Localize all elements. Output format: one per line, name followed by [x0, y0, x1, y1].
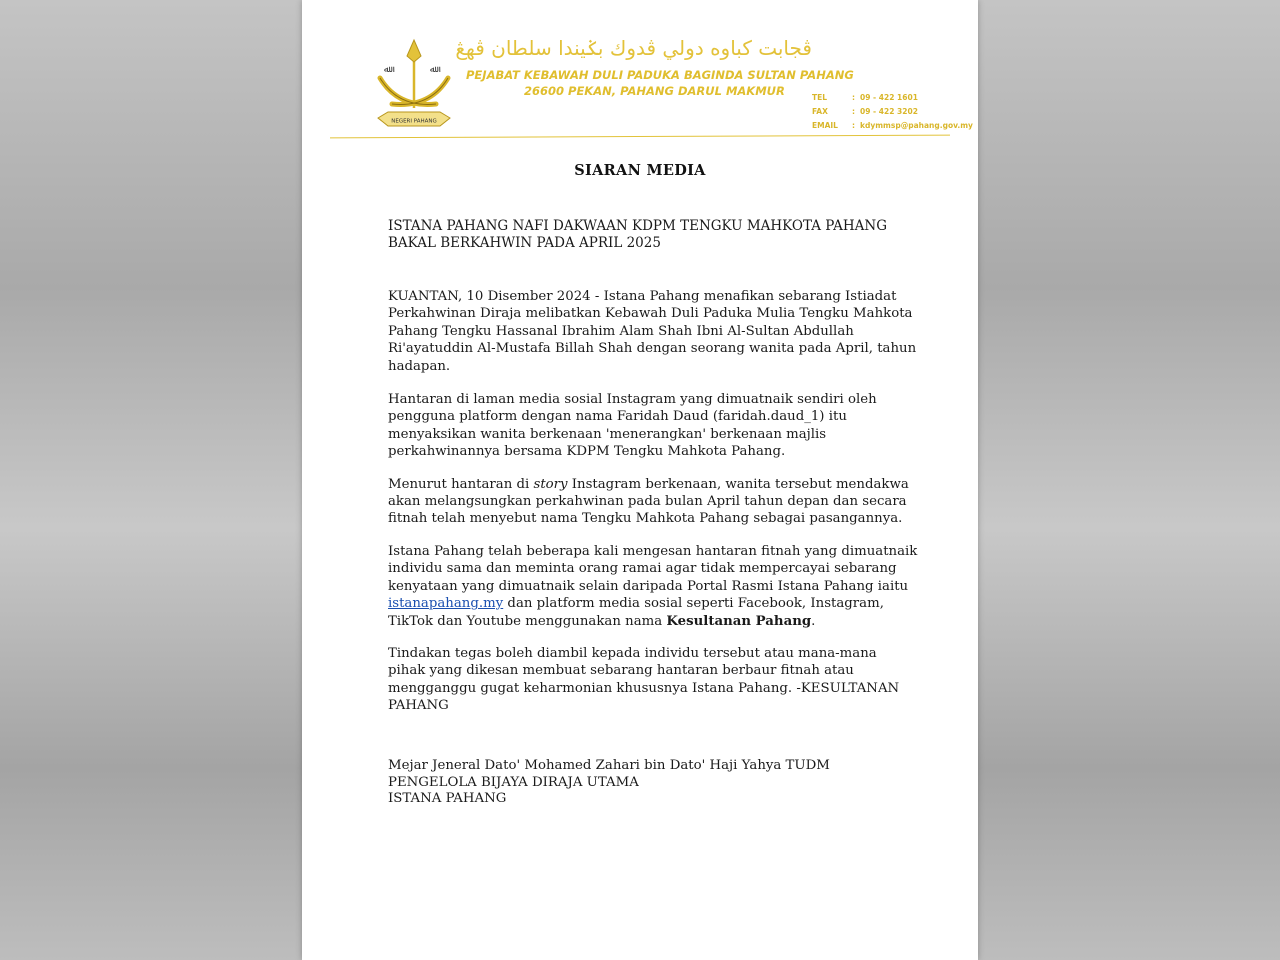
document-headline [388, 218, 908, 252]
svg-text:ﷲ: ﷲ [430, 65, 436, 75]
headline-line-1: ISTANA PAHANG NAFI DAKWAAN KDPM TENGKU MAHKOTA PAHANG [388, 218, 887, 234]
story-emphasis: story [533, 476, 568, 492]
contact-tel: TEL : 09 - 422 1601 [812, 92, 918, 102]
signatory-position: PENGELOLA BIJAYA DIRAJA UTAMA [388, 774, 639, 790]
portal-link[interactable]: istanapahang.my [388, 596, 504, 612]
paragraph-3: Menurut hantaran di story Instagram berkenaan, wanita tersebut mendakwa akan melangsungkan perkahwinan pada bulan April tahun depan dan secara fitnah telah menyebut nama Tengku Mahkota Pahang sebagai pasangannya. [388, 476, 909, 527]
paragraph-4: Istana Pahang telah beberapa kali mengesan hantaran fitnah yang dimuatnaik individu sama dan meminta orang ramai agar tidak mempercayai sebarang kenyataan yang dimuatnaik selain daripada Portal Rasmi Istana Pahang iaitu istanapahang.my dan platform media sosial seperti Facebook, Instagram, TikTok dan Youtube menggunakan nama Kesultanan Pahang. [388, 543, 918, 629]
headline-line-2: BAKAL BERKAHWIN PADA APRIL 2025 [388, 235, 661, 251]
signatory-name: Mejar Jeneral Dato' Mohamed Zahari bin Dato' Haji Yahya TUDM [388, 758, 830, 773]
pahang-crest-icon [374, 38, 454, 132]
signatory-office: ISTANA PAHANG [388, 791, 507, 806]
paragraph-1: KUANTAN, 10 Disember 2024 - Istana Pahang menafikan sebarang Istiadat Perkahwinan Diraja melibatkan Kebawah Duli Paduka Mulia Tengku Mahkota Pahang Tengku Hassanal Ibrahim Alam Shah Ibni Al-Sultan Abdullah Ri'ayatuddin Al-Mustafa Billah Shah dengan seorang wanita pada April, tahun hadapan. [388, 289, 917, 374]
document-body [388, 288, 918, 730]
contact-tel-value: 09 - 422 1601 [860, 92, 918, 102]
contact-email: EMAIL : kdymmsp@pahang.gov.my [812, 120, 973, 130]
contact-fax: FAX : 09 - 422 3202 [812, 106, 918, 116]
background-right [978, 0, 1280, 960]
paragraph-2: Hantaran di laman media sosial Instagram yang dimuatnaik sendiri oleh pengguna platform dengan nama Faridah Daud (faridah.daud_1) itu menyaksikan wanita berkenaan 'menerangkan' berkenaan majlis perkahwinannya bersama KDPM Tengku Mahkota Pahang. [388, 392, 877, 460]
contact-email-label: EMAIL [812, 120, 838, 130]
contact-block [812, 90, 973, 132]
header-divider [330, 135, 950, 139]
contact-email-value: kdymmsp@pahang.gov.my [860, 120, 973, 130]
kesultanan-emphasis: Kesultanan Pahang [666, 613, 812, 629]
paragraph-5: Tindakan tegas boleh diambil kepada individu tersebut atau mana-mana pihak yang dikesan membuat sebarang hantaran berbaur fitnah atau mengganggu gugat keharmonian khususnya Istana Pahang. -KESULTANAN PAHANG [388, 645, 900, 714]
contact-tel-label: TEL [812, 92, 828, 102]
letter-page [302, 0, 978, 960]
contact-fax-label: FAX [812, 106, 828, 116]
background-left [0, 0, 302, 960]
signature-block [388, 758, 928, 808]
contact-fax-value: 09 - 422 3202 [860, 106, 918, 116]
office-name: PEJABAT KEBAWAH DULI PADUKA BAGINDA SULTAN PAHANG [466, 68, 854, 82]
office-name-jawi: ڤجابت كباوه دولي ڤدوك بݢيندا سلطان ڤهڠ [455, 36, 812, 60]
office-address: 26600 PEKAN, PAHANG DARUL MAKMUR [524, 84, 785, 98]
crest-scroll-text: NEGERI PAHANG [391, 118, 437, 125]
svg-text:ﷲ: ﷲ [384, 65, 390, 75]
document-title: SIARAN MEDIA [574, 162, 706, 179]
